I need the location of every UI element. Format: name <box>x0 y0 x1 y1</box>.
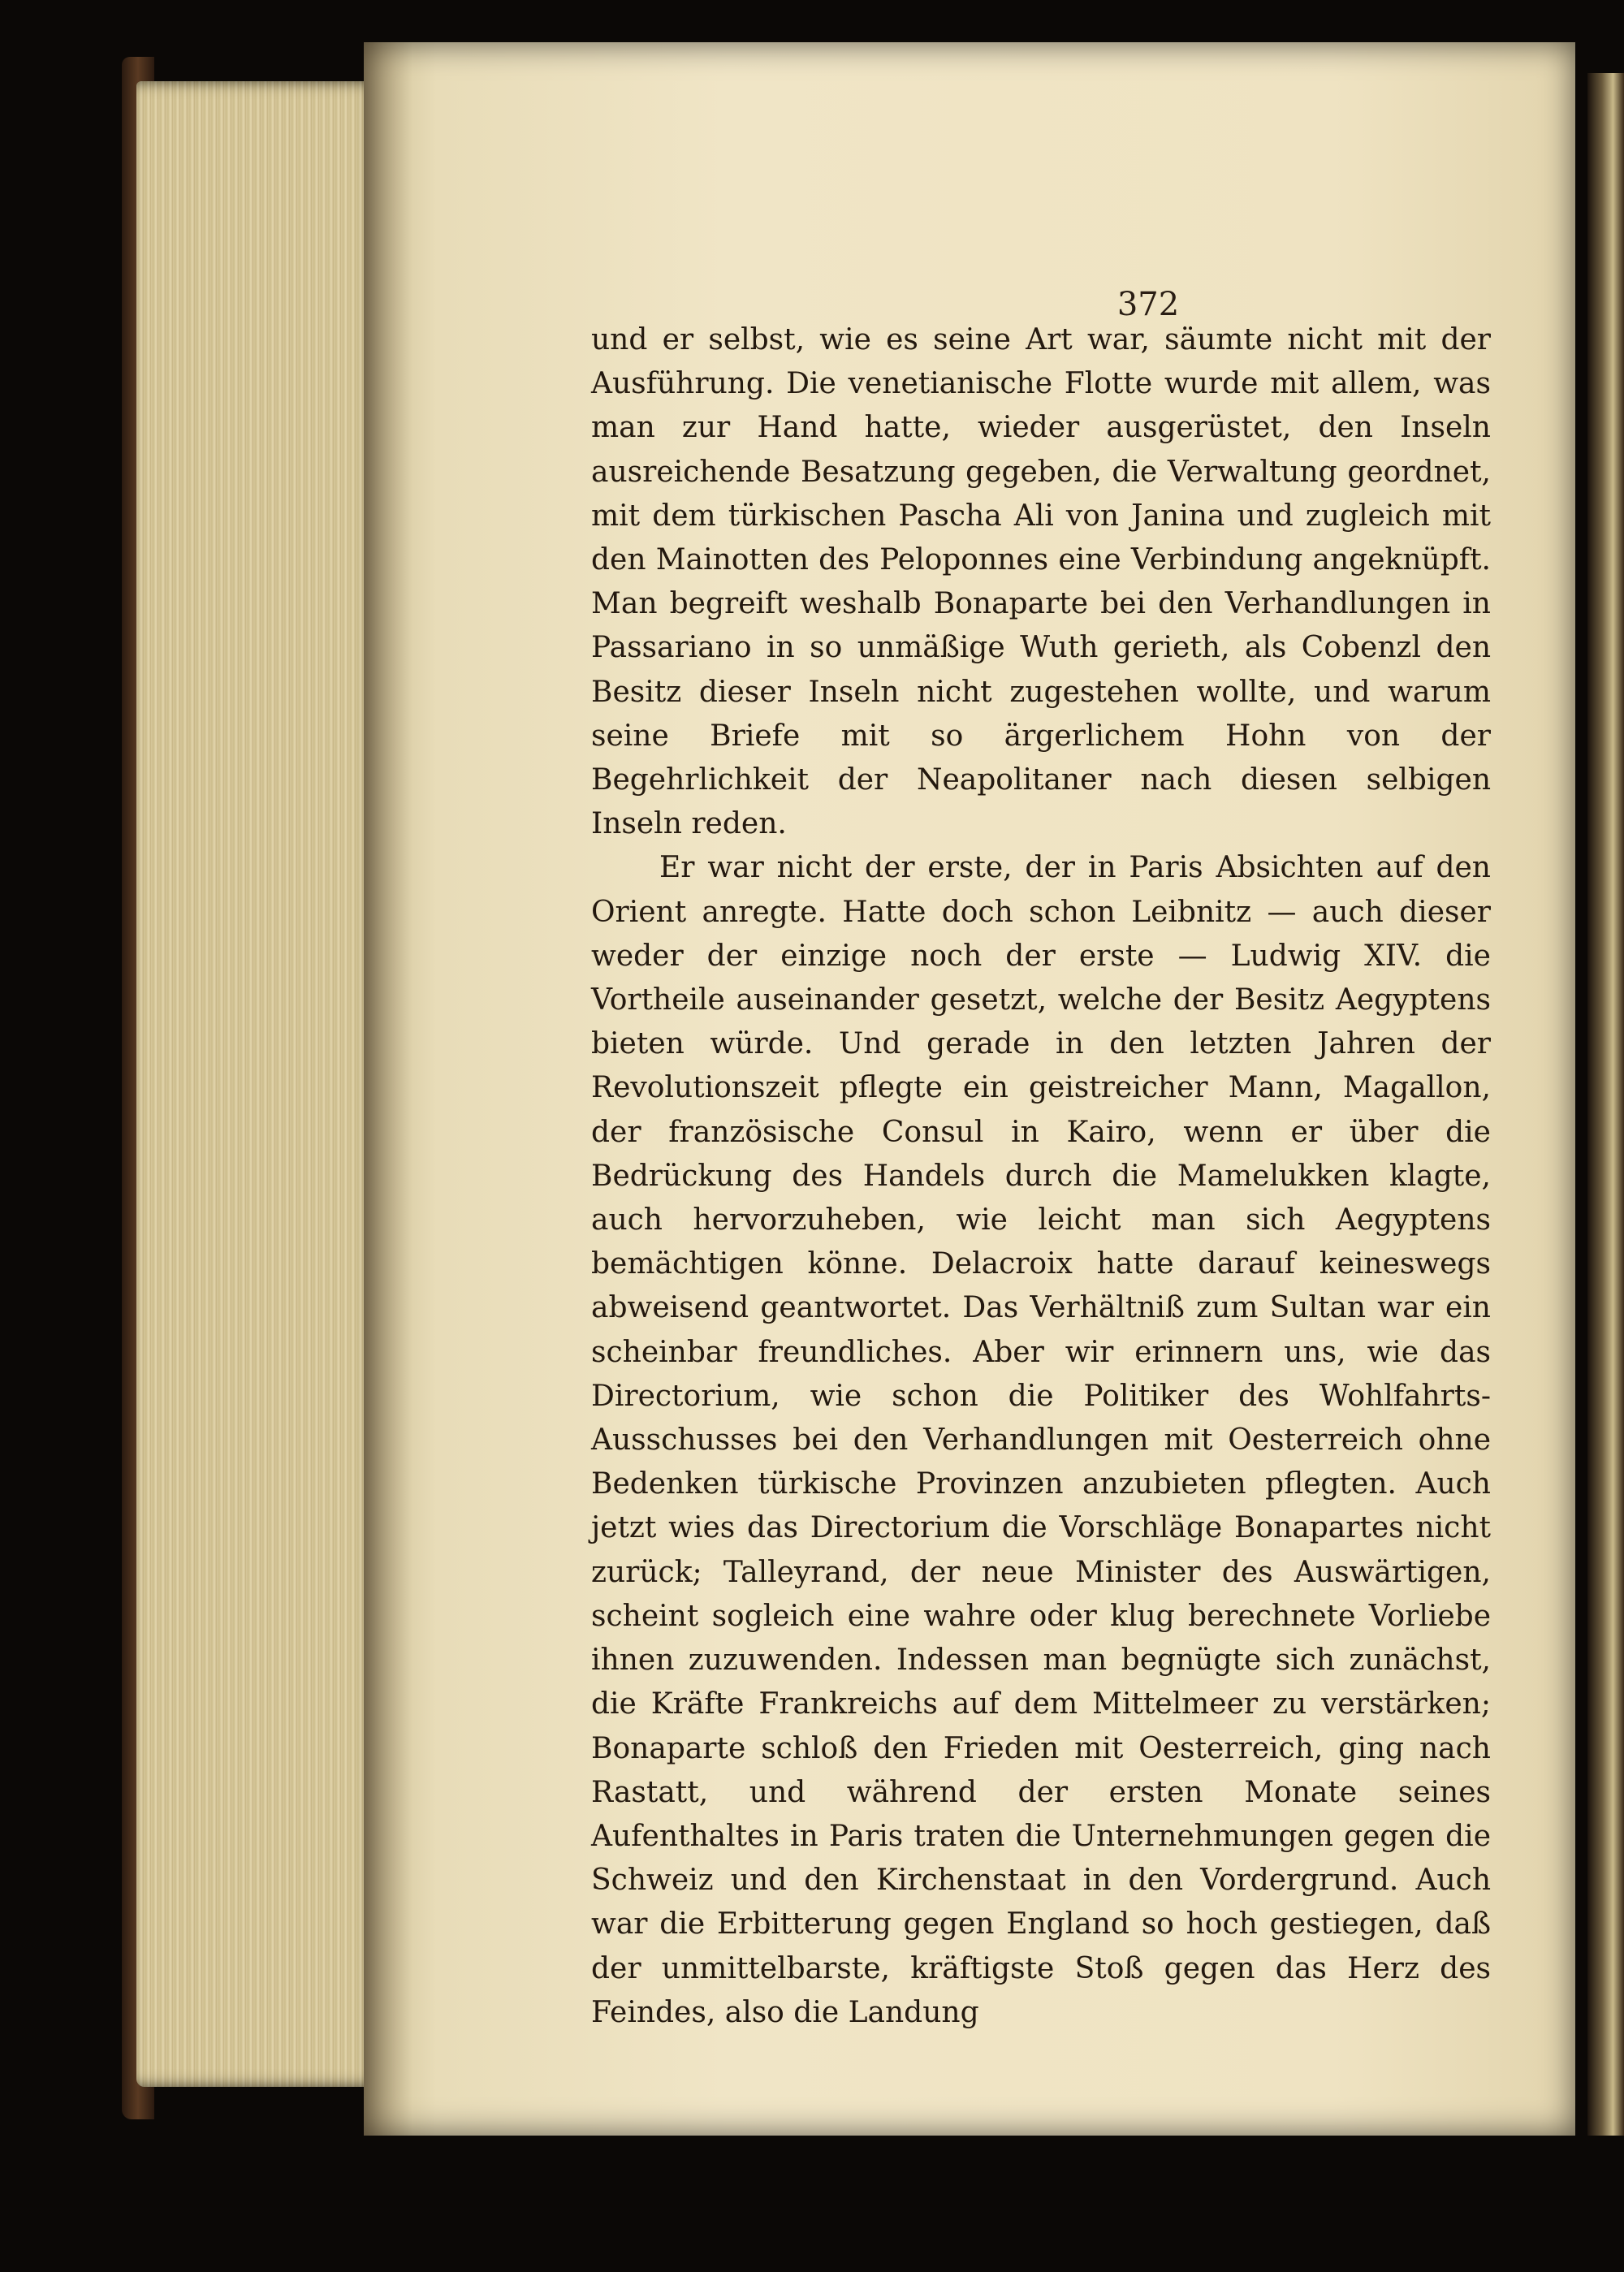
gutter-shadow <box>364 42 412 2136</box>
body-text <box>591 318 1491 2035</box>
facing-page-edge <box>1587 73 1624 2136</box>
page-stack-edge <box>136 81 380 2087</box>
paragraph: Er war nicht der erste, der in Paris Absichten auf den Orient anregte. Hatte doch schon Leibnitz — auch dieser weder der einzige noch der erste — Ludwig XIV. die Vortheile auseinander gesetzt, welche der Besitz Aegyptens bieten würde. Und gerade in den letzten Jahren der Revolutionszeit pflegte ein geistreicher Mann, Magallon, der französische Consul in Kairo, wenn er über die Bedrückung des Handels durch die Mamelukken klagte, auch hervorzuheben, wie leicht man sich Aegyptens bemächtigen könne. Delacroix hatte darauf keineswegs abweisend geantwortet. Das Verhältniß zum Sultan war ein scheinbar freundliches. Aber wir erinnern uns, wie das Directorium, wie schon die Politiker des Wohlfahrts-Ausschusses bei den Verhandlungen mit Oesterreich ohne Bedenken türkische Provinzen anzubieten pflegten. Auch jetzt wies das Directorium die Vorschläge Bonapartes nicht zurück; Talleyrand, der neue Minister des Auswärtigen, scheint sogleich eine wahre oder klug berechnete Vorliebe ihnen zuzuwenden. Indessen man begnügte sich zunächst, die Kräfte Frankreichs auf dem Mittelmeer zu verstärken; Bonaparte schloß den Frieden mit Oesterreich, ging nach Rastatt, und während der ersten Monate seines Aufenthaltes in Paris traten die Unternehmungen gegen die Schweiz und den Kirchenstaat in den Vordergrund. Auch war die Erbitterung gegen England so hoch gestiegen, daß der unmittelbarste, kräftigste Stoß gegen das Herz des Feindes, also die Landung <box>591 851 1491 2029</box>
paragraph: und er selbst, wie es seine Art war, säumte nicht mit der Ausführung. Die venetianische Flotte wurde mit allem, was man zur Hand hatte, wieder ausgerüstet, den Inseln ausreichende Besatzung gegeben, die Verwaltung geordnet, mit dem türkischen Pascha Ali von Janina und zugleich mit den Mainotten des Peloponnes eine Verbindung angeknüpft. Man begreift weshalb Bonaparte bei den Verhandlungen in Passariano in so unmäßige Wuth gerieth, als Cobenzl den Besitz dieser Inseln nicht zugestehen wollte, und warum seine Briefe mit so ärgerlichem Hohn von der Begehrlichkeit der Neapolitaner nach diesen selbigen Inseln reden. <box>591 323 1491 841</box>
page-number: 372 <box>1116 286 1180 323</box>
